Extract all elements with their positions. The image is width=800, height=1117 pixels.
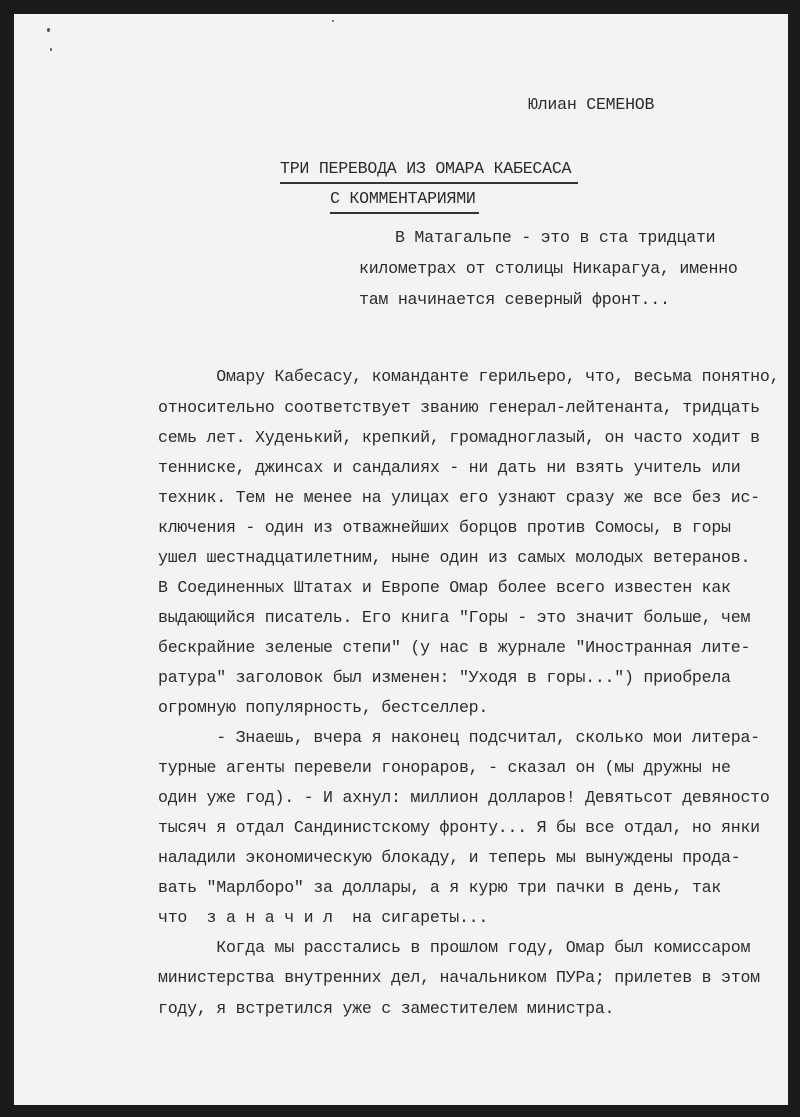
body-line: В Соединенных Штатах и Европе Омар более всего известен как bbox=[158, 578, 731, 597]
body-line: относительно соответствует званию генерал-лейтенанта, тридцать bbox=[158, 398, 760, 417]
epigraph-line: километрах от столицы Никарагуа, именно bbox=[359, 259, 738, 278]
epigraph-line: В Матагальпе - это в ста тридцати bbox=[395, 228, 716, 247]
document-page bbox=[14, 14, 788, 1105]
body-line: ушел шестнадцатилетним, ныне один из самых молодых ветеранов. bbox=[158, 548, 751, 567]
title-line-2: С КОММЕНТАРИЯМИ bbox=[330, 189, 476, 208]
author-name: Юлиан СЕМЕНОВ bbox=[528, 95, 655, 114]
paper-speck bbox=[332, 20, 334, 22]
paper-speck bbox=[47, 28, 50, 32]
paper-speck bbox=[50, 48, 52, 51]
body-line: семь лет. Худенький, крепкий, громадноглазый, он часто ходит в bbox=[158, 428, 760, 447]
body-line: тысяч я отдал Сандинистскому фронту... Я бы все отдал, но янки bbox=[158, 818, 760, 837]
body-line: наладили экономическую блокаду, и теперь мы вынуждены прода- bbox=[158, 848, 741, 867]
title-underline-1 bbox=[280, 182, 578, 184]
body-line: Омару Кабесасу, команданте герильеро, что, весьма понятно, bbox=[158, 367, 780, 386]
body-line: техник. Тем не менее на улицах его узнают сразу же все без ис- bbox=[158, 488, 760, 507]
body-line: один уже год). - И ахнул: миллион долларов! Девятьсот девяносто bbox=[158, 788, 770, 807]
body-line: огромную популярность, бестселлер. bbox=[158, 698, 489, 717]
body-line: году, я встретился уже с заместителем министра. bbox=[158, 999, 615, 1018]
body-line: министерства внутренних дел, начальником ПУРа; прилетев в этом bbox=[158, 968, 760, 987]
body-line: - Знаешь, вчера я наконец подсчитал, сколько мои литера- bbox=[158, 728, 760, 747]
title-underline-2 bbox=[330, 212, 479, 214]
body-line: Когда мы расстались в прошлом году, Омар был комиссаром bbox=[158, 938, 751, 957]
body-line: что з а н а ч и л на сигареты... bbox=[158, 908, 489, 927]
title-line-1: ТРИ ПЕРЕВОДА ИЗ ОМАРА КАБЕСАСА bbox=[280, 159, 572, 178]
body-line: ключения - один из отважнейших борцов против Сомосы, в горы bbox=[158, 518, 731, 537]
body-line: ратура" заголовок был изменен: "Уходя в горы...") приобрела bbox=[158, 668, 731, 687]
body-line: турные агенты перевели гонораров, - сказал он (мы дружны не bbox=[158, 758, 731, 777]
body-line: выдающийся писатель. Его книга "Горы - это значит больше, чем bbox=[158, 608, 751, 627]
body-line: вать "Марлборо" за доллары, а я курю три пачки в день, так bbox=[158, 878, 722, 897]
epigraph-line: там начинается северный фронт... bbox=[359, 290, 670, 309]
body-line: бескрайние зеленые степи" (у нас в журнале "Иностранная лите- bbox=[158, 638, 751, 657]
body-line: тенниске, джинсах и сандалиях - ни дать ни взять учитель или bbox=[158, 458, 741, 477]
